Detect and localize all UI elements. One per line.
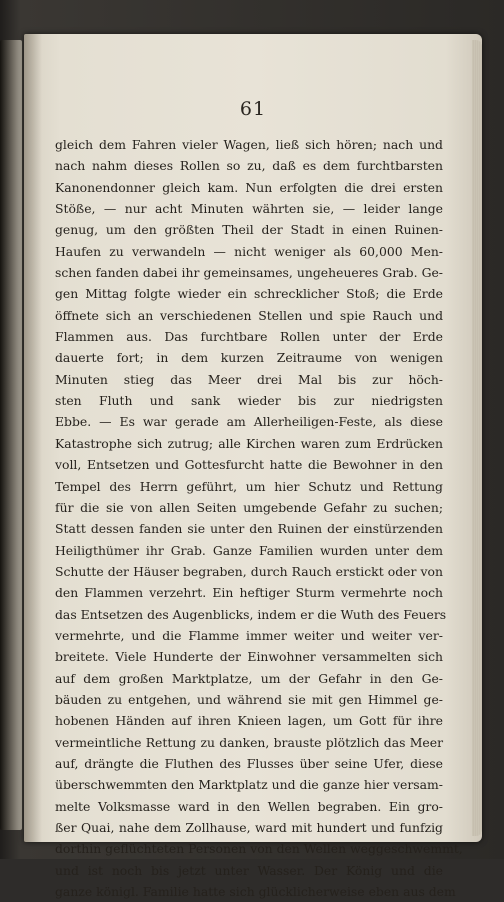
text-line: auf dem großen Marktplatze, um der Gefahr in den Ge- bbox=[55, 670, 443, 686]
page-number: 61 bbox=[239, 98, 267, 120]
book-page bbox=[24, 34, 482, 900]
text-line: Katastrophe sich zutrug; alle Kirchen waren zum Erdrücken bbox=[55, 435, 443, 451]
text-line: Ebbe. — Es war gerade am Allerheiligen-Feste, als diese bbox=[55, 414, 443, 430]
text-line: überschwemmten den Marktplatz und die ganze hier versam- bbox=[55, 777, 443, 793]
text-line: voll, Entsetzen und Gottesfurcht hatte die Bewohner in den bbox=[55, 457, 443, 473]
text-line: nach nahm dieses Rollen so zu, daß es dem furchtbarsten bbox=[55, 158, 443, 174]
text-line: den Flammen verzehrt. Ein heftiger Sturm vermehrte noch bbox=[55, 585, 443, 601]
text-line: genug, um den größten Theil der Stadt in einen Ruinen- bbox=[55, 222, 443, 238]
text-line: dauerte fort; in dem kurzen Zeitraume von wenigen bbox=[55, 350, 443, 366]
text-line: Minuten stieg das Meer drei Mal bis zur höch- bbox=[55, 371, 443, 387]
text-line: auf, drängte die Fluthen des Flusses über seine Ufer, diese bbox=[55, 755, 443, 771]
text-line: für die sie von allen Seiten umgebende Gefahr zu suchen; bbox=[55, 499, 443, 515]
text-line: dorthin geflüchteten Personen von den Wellen weggeschwemmt, bbox=[55, 841, 463, 857]
text-line: Tempel des Herrn geführt, um hier Schutz und Rettung bbox=[55, 478, 443, 494]
text-line: vermehrte, und die Flamme immer weiter und weiter ver- bbox=[55, 627, 443, 643]
text-line: Stöße, — nur acht Minuten währten sie, — leider lange bbox=[55, 201, 443, 217]
text-line: ganze königl. Familie hatte sich glücklicherweise eben aus dem bbox=[55, 884, 456, 900]
text-line: ßer Quai, nahe dem Zollhause, ward mit hundert und funfzig bbox=[55, 820, 443, 835]
text-line: das Entsetzen des Augenblicks, indem er die Wuth des Feuers bbox=[55, 606, 447, 622]
text-line: Statt dessen fanden sie unter den Ruinen der einstürzenden bbox=[55, 521, 443, 537]
page-gutter-shadow bbox=[24, 34, 42, 842]
text-line: und ist noch bis jetzt unter Wasser. Der König und die bbox=[55, 862, 443, 878]
text-line: gen Mittag folgte wieder ein schrecklicher Stoß; die Erde bbox=[55, 286, 443, 302]
text-line: Flammen aus. Das furchtbare Rollen unter der Erde bbox=[55, 329, 443, 345]
text-line: breitete. Viele Hunderte der Einwohner versammelten sich bbox=[55, 649, 443, 665]
body-text bbox=[55, 134, 463, 902]
text-line: Kanonendonner gleich kam. Nun erfolgten die drei ersten bbox=[55, 179, 443, 195]
text-line: Heiligthümer ihr Grab. Ganze Familien wurden unter dem bbox=[55, 542, 443, 558]
text-line: sten Fluth und sank wieder bis zur niedrigsten bbox=[55, 393, 443, 409]
text-line: vermeintliche Rettung zu danken, brauste plötzlich das Meer bbox=[55, 734, 443, 750]
text-line: Haufen zu verwandeln — nicht weniger als 60,000 Men- bbox=[55, 243, 443, 259]
page-stack-edge bbox=[472, 40, 482, 836]
text-line: bäuden zu entgehen, und während sie mit gen Himmel ge- bbox=[55, 691, 443, 707]
text-line: öffnete sich an verschiedenen Stellen und spie Rauch und bbox=[55, 307, 443, 323]
text-line: melte Volksmasse ward in den Wellen begraben. Ein gro- bbox=[55, 798, 443, 814]
previous-page-edge bbox=[0, 40, 22, 830]
text-line: gleich dem Fahren vieler Wagen, ließ sich hören; nach und bbox=[55, 137, 443, 152]
text-line: schen fanden dabei ihr gemeinsames, ungeheueres Grab. Ge- bbox=[55, 265, 443, 281]
text-line: Schutte der Häuser begraben, durch Rauch erstickt oder von bbox=[55, 563, 443, 579]
text-line: hobenen Händen auf ihren Knieen lagen, um Gott für ihre bbox=[55, 713, 443, 729]
